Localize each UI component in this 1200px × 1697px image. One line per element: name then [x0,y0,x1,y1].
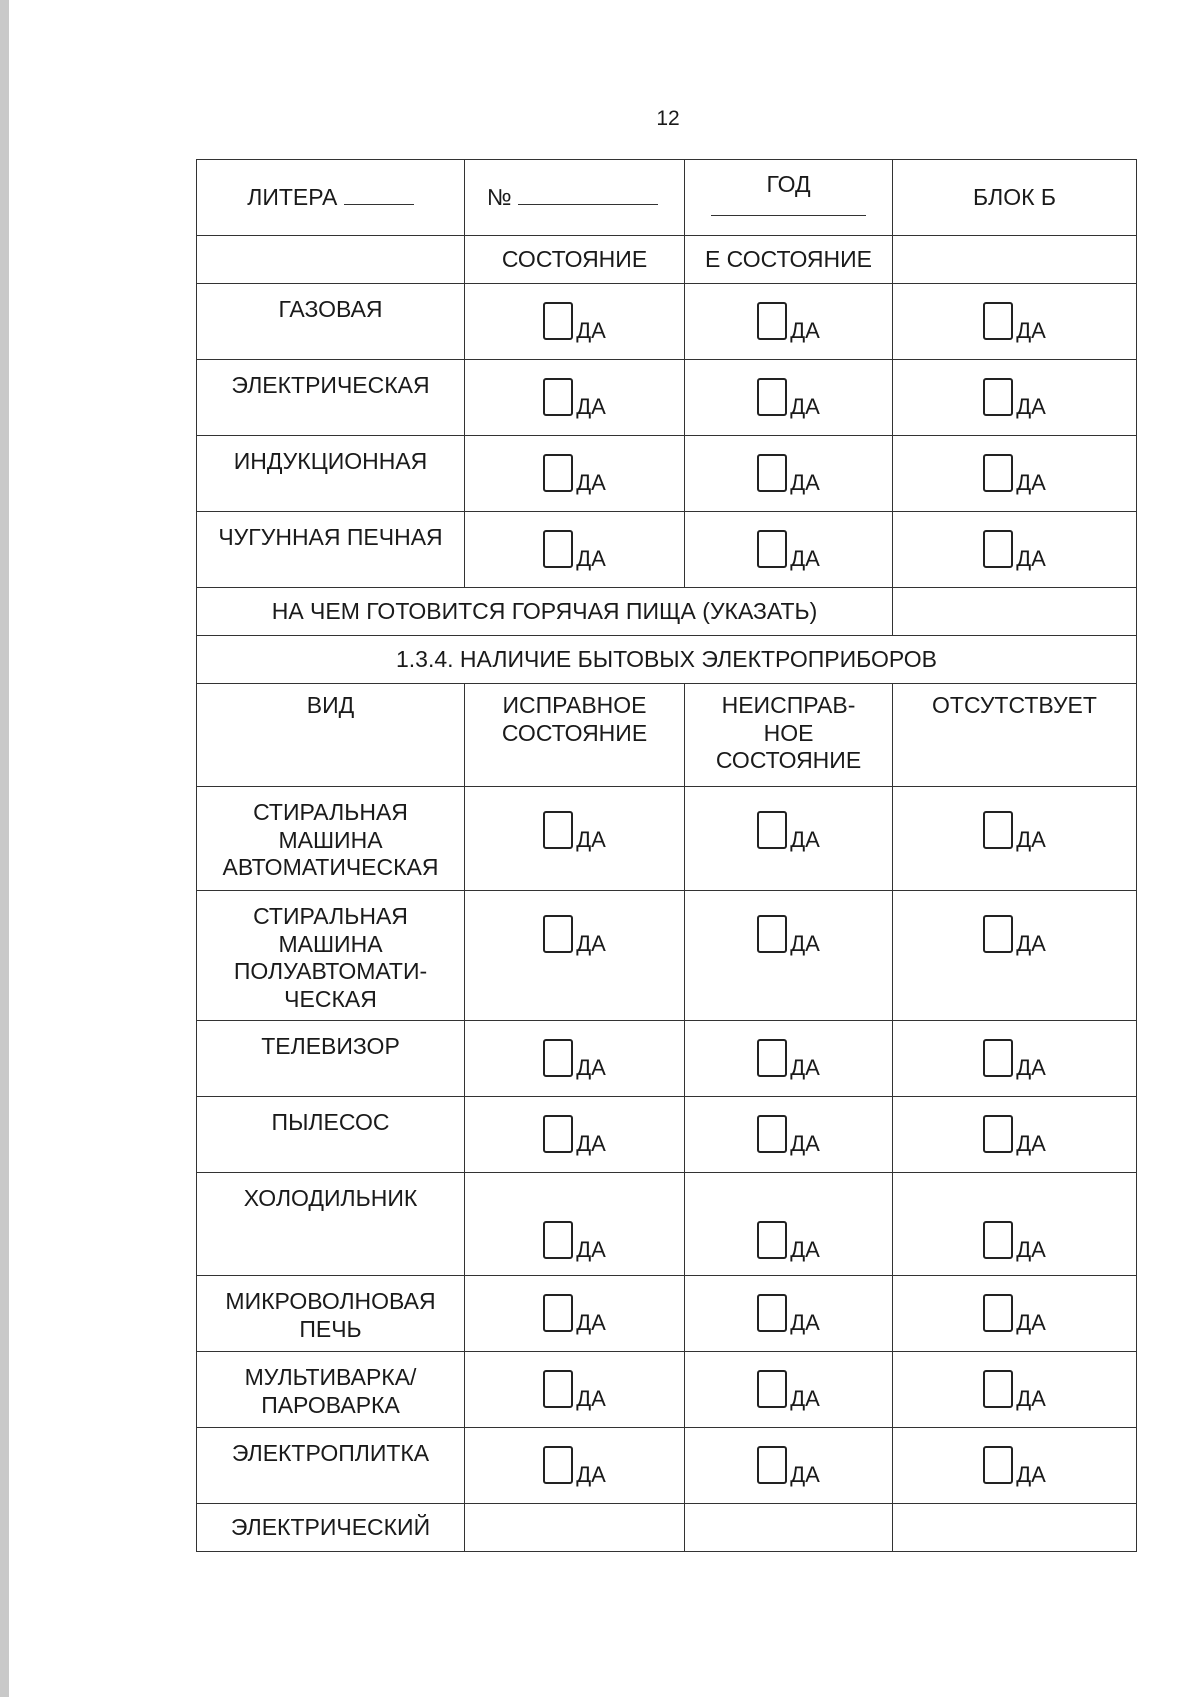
faulty-header: НЕИСПРАВ- НОЕ СОСТОЯНИЕ [685,684,893,787]
checkbox[interactable] [543,1115,573,1153]
checkbox-label: ДА [790,1309,820,1335]
year-cell [685,160,893,236]
checkbox[interactable] [543,1221,573,1259]
checkbox[interactable] [757,530,787,568]
appliance-label: ЭЛЕКТРОПЛИТКА [197,1428,465,1504]
checkbox[interactable] [983,302,1013,340]
checkbox-label: ДА [790,545,820,571]
checkbox-label: ДА [1016,317,1046,343]
empty-cell[interactable] [685,1504,893,1552]
checkbox-label: ДА [1016,469,1046,495]
empty-cell [197,236,465,284]
checkbox[interactable] [983,454,1013,492]
checkbox-label: ДА [790,317,820,343]
kind-header: ВИД [197,684,465,787]
appliance-row [197,1504,1137,1552]
checkbox-label: ДА [1016,1385,1046,1411]
page-number: 12 [656,107,680,130]
litera-cell [197,160,465,236]
checkbox-label: ДА [576,393,606,419]
checkbox[interactable] [983,1446,1013,1484]
year-label: ГОД [766,171,811,197]
checkbox[interactable] [543,1294,573,1332]
section-title-row [197,636,1137,684]
litera-label: ЛИТЕРА [247,183,338,210]
checkbox-label: ДА [576,1054,606,1080]
empty-cell[interactable] [465,1504,685,1552]
checkbox-label: ДА [576,930,606,956]
hot-food-label: НА ЧЕМ ГОТОВИТСЯ ГОРЯЧАЯ ПИЩА (УКАЗАТЬ) [197,588,893,636]
checkbox-label: ДА [1016,1236,1046,1262]
checkbox-label: ДА [790,1461,820,1487]
appliance-row [197,1097,1137,1173]
empty-cell [893,236,1137,284]
stove-subheader-row [197,236,1137,284]
number-cell [465,160,685,236]
block-label: БЛОК Б [973,183,1056,210]
checkbox[interactable] [983,530,1013,568]
checkbox[interactable] [543,1446,573,1484]
checkbox-label: ДА [576,1461,606,1487]
checkbox-label: ДА [576,1130,606,1156]
checkbox-label: ДА [1016,545,1046,571]
number-label: № [487,183,512,210]
checkbox[interactable] [757,1221,787,1259]
checkbox-label: ДА [576,1236,606,1262]
checkbox-label: ДА [790,826,820,852]
appliance-label: ПЫЛЕСОС [197,1097,465,1173]
checkbox-label: ДА [1016,930,1046,956]
hot-food-answer[interactable] [893,588,1137,636]
checkbox[interactable] [983,1115,1013,1153]
checkbox-label: ДА [790,1054,820,1080]
checkbox[interactable] [543,530,573,568]
absent-header: ОТСУТСТВУЕТ [893,684,1137,787]
checkbox[interactable] [543,811,573,849]
stove-label: ЧУГУННАЯ ПЕЧНАЯ [197,512,465,588]
stove-label: ЭЛЕКТРИЧЕСКАЯ [197,360,465,436]
appliance-label: СТИРАЛЬНАЯ МАШИНА ПОЛУАВТОМАТИ- ЧЕСКАЯ [197,891,465,1021]
checkbox[interactable] [983,1294,1013,1332]
checkbox-label: ДА [576,469,606,495]
stove-label: ГАЗОВАЯ [197,284,465,360]
checkbox-label: ДА [790,469,820,495]
checkbox[interactable] [983,1370,1013,1408]
checkbox[interactable] [757,1370,787,1408]
block-cell [893,160,1137,236]
checkbox[interactable] [757,1446,787,1484]
checkbox[interactable] [543,1370,573,1408]
hot-food-row [197,588,1137,636]
appliance-row [197,787,1137,891]
appliance-label: ЭЛЕКТРИЧЕСКИЙ [197,1504,465,1552]
checkbox[interactable] [983,1221,1013,1259]
checkbox[interactable] [757,915,787,953]
checkbox-label: ДА [790,1385,820,1411]
appliance-row [197,1276,1137,1352]
empty-cell[interactable] [893,1504,1137,1552]
scan-edge [0,0,9,1697]
stove-row [197,436,1137,512]
checkbox[interactable] [757,811,787,849]
checkbox[interactable] [543,915,573,953]
appliance-label: МИКРОВОЛНОВАЯ ПЕЧЬ [197,1276,465,1352]
checkbox-label: ДА [576,1385,606,1411]
checkbox[interactable] [757,1115,787,1153]
checkbox-label: ДА [790,1130,820,1156]
checkbox-label: ДА [1016,1054,1046,1080]
checkbox-label: ДА [790,1236,820,1262]
checkbox[interactable] [757,1294,787,1332]
checkbox[interactable] [543,378,573,416]
appliance-row [197,1352,1137,1428]
checkbox-label: ДА [1016,826,1046,852]
number-field[interactable] [518,184,658,205]
checkbox[interactable] [543,302,573,340]
appliance-row [197,891,1137,1021]
checkbox[interactable] [757,1039,787,1077]
checkbox[interactable] [983,378,1013,416]
checkbox[interactable] [983,1039,1013,1077]
ok-header: ИСПРАВНОЕ СОСТОЯНИЕ [465,684,685,787]
appliance-row [197,1173,1137,1276]
checkbox[interactable] [757,378,787,416]
checkbox[interactable] [757,302,787,340]
appliance-label: ТЕЛЕВИЗОР [197,1021,465,1097]
checkbox-label: ДА [1016,1309,1046,1335]
checkbox-label: ДА [1016,1130,1046,1156]
appliance-header-row [197,684,1137,787]
appliance-label: СТИРАЛЬНАЯ МАШИНА АВТОМАТИЧЕСКАЯ [197,787,465,891]
header-row [197,160,1137,236]
checkbox[interactable] [983,811,1013,849]
checkbox-label: ДА [576,317,606,343]
checkbox[interactable] [543,1039,573,1077]
year-field[interactable] [711,205,866,216]
checkbox-label: ДА [576,1309,606,1335]
litera-field[interactable] [344,184,414,205]
appliance-label: МУЛЬТИВАРКА/ ПАРОВАРКА [197,1352,465,1428]
checkbox-label: ДА [790,930,820,956]
checkbox[interactable] [757,454,787,492]
survey-form-table [196,159,1137,1552]
checkbox-label: ДА [576,826,606,852]
checkbox[interactable] [543,454,573,492]
stove-label: ИНДУКЦИОННАЯ [197,436,465,512]
appliance-row [197,1021,1137,1097]
state-header: СОСТОЯНИЕ [465,236,685,284]
stove-row [197,512,1137,588]
checkbox-label: ДА [1016,1461,1046,1487]
checkbox-label: ДА [790,393,820,419]
stove-row [197,284,1137,360]
stove-row [197,360,1137,436]
checkbox-label: ДА [1016,393,1046,419]
checkbox-label: ДА [576,545,606,571]
state-header-2: Е СОСТОЯНИЕ [685,236,893,284]
appliance-row [197,1428,1137,1504]
checkbox[interactable] [983,915,1013,953]
section-title: 1.3.4. НАЛИЧИЕ БЫТОВЫХ ЭЛЕКТРОПРИБОРОВ [197,636,1137,684]
appliance-label: ХОЛОДИЛЬНИК [197,1173,465,1276]
